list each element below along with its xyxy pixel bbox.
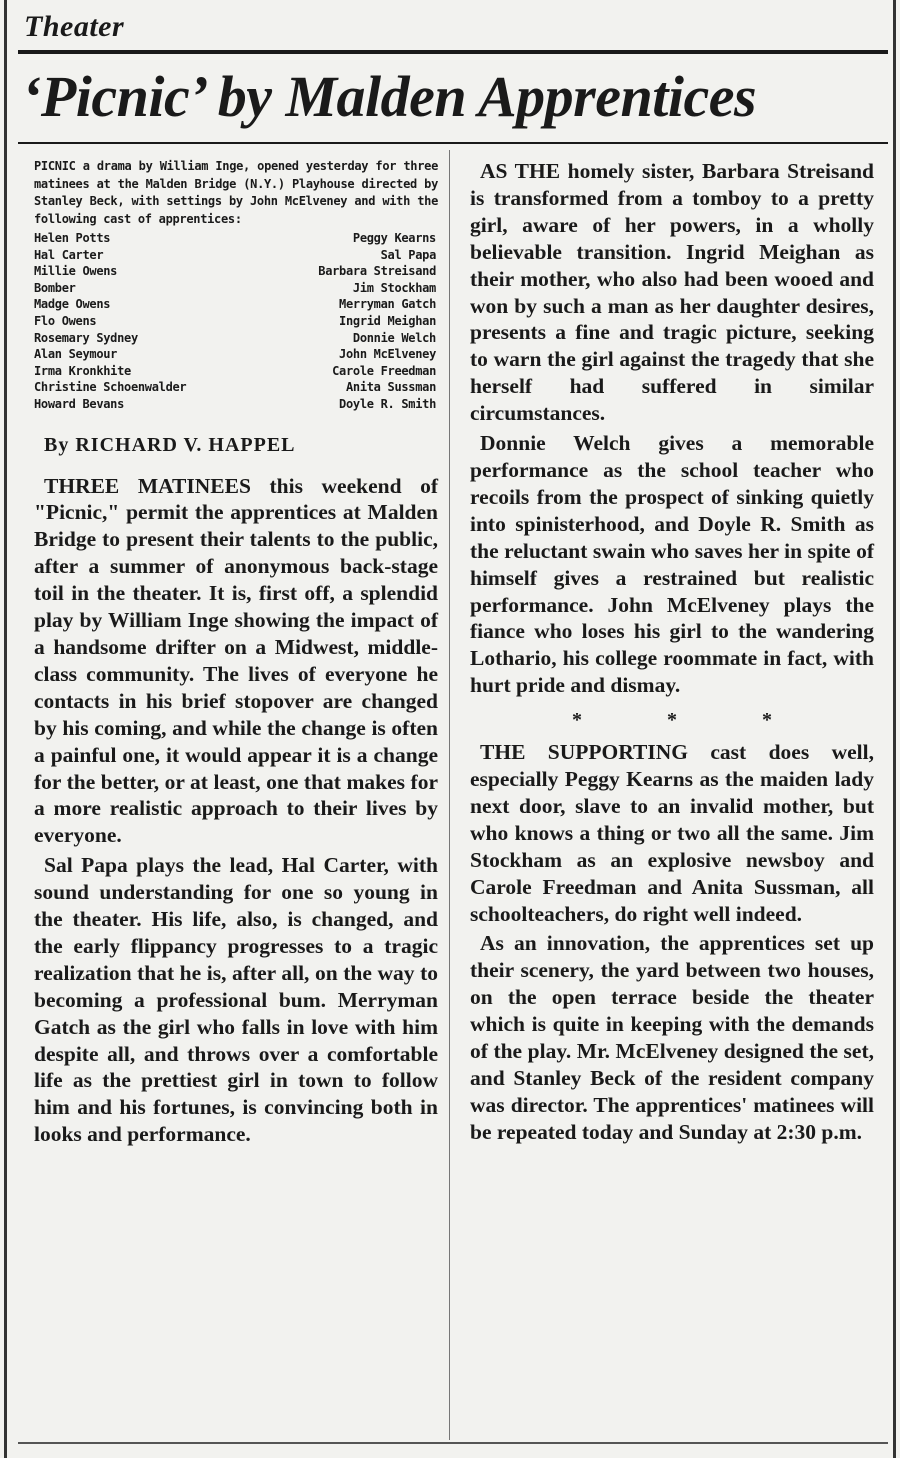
article-paragraph: THE SUPPORTING cast does well, especially Peggy Kearns as the maiden lady next door, slave to an invalid mother, but who knows a thing or two all the same. Jim Stockham as an explosive newsboy and Carole Freedman and Anita Sussman, all schoolteachers, do right well indeed. [470,740,874,926]
cast-row [34,379,436,396]
cast-role: Bomber [34,280,76,295]
column-divider [449,150,450,1440]
headline-rule [18,142,888,144]
cast-role: Millie Owens [34,264,118,279]
cast-actor: Carole Freedman [332,363,436,378]
bottom-rule [18,1442,888,1444]
cast-role: Helen Potts [34,231,111,245]
cast-role: Madge Owens [34,297,111,312]
cast-list [34,230,436,413]
cast-actor: Merryman Gatch [339,297,436,312]
cast-role: Rosemary Sydney [34,330,138,345]
cast-row [34,346,436,363]
cast-actor: Jim Stockham [352,280,436,295]
cast-actor: Doyle R. Smith [339,396,436,411]
cast-role: Christine Schoenwalder [34,380,187,395]
cast-row [34,296,436,313]
cast-actor: Anita Sussman [345,380,436,395]
section-label: Theater [24,10,125,43]
section-rule [18,50,888,54]
left-column [34,158,438,1148]
cast-row [34,363,436,380]
cast-role: Alan Seymour [34,347,118,362]
article-paragraph: AS THE homely sister, Barbara Streisand is transformed from a tomboy to a pretty girl, aware of her powers, in a wholly believable transition. Ingrid Meighan as their mother, who also had been wooed and won by such a man as her daughter desires, presents a fine and tragic picture, seeking to warn the girl against the tragedy that she herself had suffered in similar circumstances. [470,159,874,426]
right-column [470,158,874,1146]
cast-actor: Ingrid Meighan [339,313,436,328]
left-article-body [34,473,438,1149]
cast-row [34,313,436,330]
cast-actor: John McElveney [339,347,436,362]
cast-actor: Donnie Welch [352,330,436,345]
cast-actor: Sal Papa [380,247,436,262]
cast-row [34,330,436,347]
article-paragraph: Donnie Welch gives a memorable performance as the school teacher who recoils from the prospect of sinking quietly into spinisterhood, and Doyle R. Smith as the reluctant swain who saves her in spite of himself gives a restrained but realistic performance. John McElveney plays the fiance who loses his girl to the wandering Lothario, his college roommate in fact, with hurt pride and dismay. [470,431,874,698]
cast-role: Flo Owens [34,313,97,328]
article-paragraph: As an innovation, the apprentices set up their scenery, the yard between two houses, on the open terrace beside the theater which is quite in keeping with the demands of the play. Mr. McElveney designed the set, and Stanley Beck of the resident company was director. The apprentices' matinees will be repeated today and Sunday at 2:30 p.m. [470,931,874,1144]
right-article-body [470,158,874,699]
cast-actor: Barbara Streisand [318,264,436,279]
byline: By RICHARD V. HAPPEL [44,433,296,456]
cast-actor: Peggy Kearns [352,231,436,245]
headline: ‘Picnic’ by Malden Apprentices [22,64,757,129]
article-paragraph: Sal Papa plays the lead, Hal Carter, with sound understanding for one so young in the theater. His life, also, is changed, and the early flippancy progresses to a tragic realization that he is, after all, on the way to becoming a professional bum. Merryman Gatch as the girl who falls in love with him despite all, and throws over a comfortable life as the prettiest girl in town to follow him and his fortunes, is convincing both in looks and performance. [34,853,438,1147]
cast-row [34,280,436,297]
cast-row [34,247,436,264]
article-paragraph: THREE MATINEES this weekend of "Picnic," permit the apprentices at Malden Bridge to present their talents to the public, after a summer of anonymous back-stage toil in the theater. It is, first off, a splendid play by William Inge showing the impact of a handsome drifter on a Midwest, middle-class community. The lives of everyone he contacts in his brief stopover are changed by his coming, and while the change is often a painful one, it would appear it is a change for the better, or at least, one that makes for a more realistic approach to their lives by everyone. [34,473,438,848]
cast-role: Irma Kronkhite [34,363,131,378]
section-separator: * * * [572,709,812,732]
left-border-rule [4,0,7,1458]
cast-role: Hal Carter [34,247,104,262]
credits-block: PICNIC a drama by William Inge, opened yesterday for three matinees at the Malden Bridge (N.Y.) Playhouse directed by Stanley Beck, with settings by John McElveney and with the following cast of apprentices: [34,159,438,226]
cast-row [34,396,436,413]
cast-row [34,230,436,247]
cast-row [34,263,436,280]
right-border-rule [893,0,896,1458]
cast-role: Howard Bevans [34,396,125,411]
right-article-body-continued [470,739,874,1146]
